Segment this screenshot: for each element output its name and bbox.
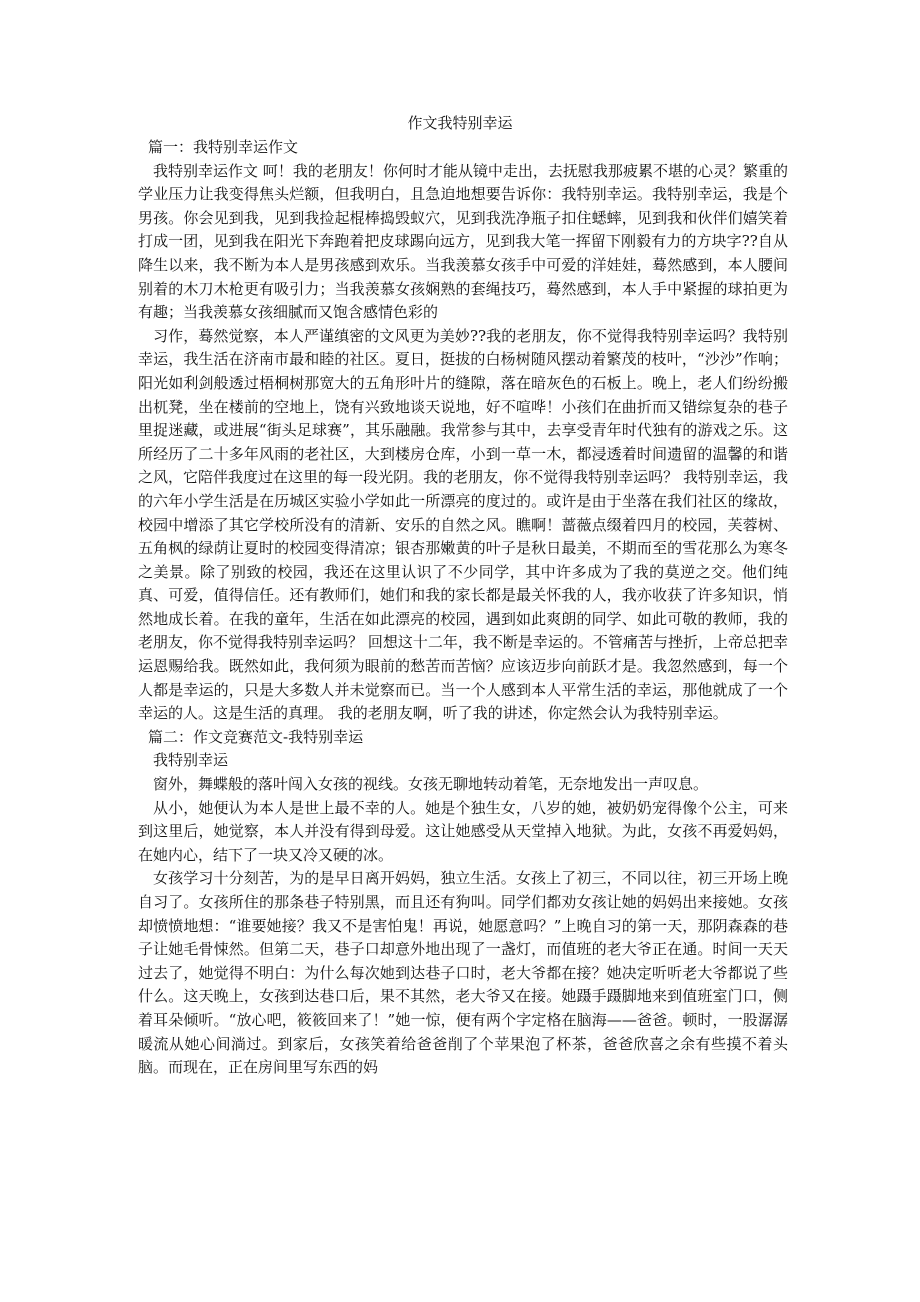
document-body — [138, 136, 788, 1080]
document-title: 作文我特别幸运 — [407, 114, 513, 132]
paragraph: 我特别幸运作文 呵！我的老朋友！你何时才能从镜中走出，去抚慰我那疲累不堪的心灵？繁重的学业压力让我变得焦头烂额，但我明白，且急迫地想要告诉你：我特别幸运。我特别幸运，我是个男孩。你会见到我，见到我捡起棍棒捣毁蚁穴，见到我洗净瓶子扣住蟋蟀，见到我和伙伴们嬉笑着打成一团，见到我在阳光下奔跑着把皮球踢向远方，见到我大笔一挥留下刚毅有力的方块字??自从降生以来，我不断为本人是男孩感到欢乐。当我羡慕女孩手中可爱的洋娃娃，蓦然感到，本人腰间别着的木刀木枪更有吸引力；当我羡慕女孩娴熟的套绳技巧，蓦然感到，本人手中紧握的球拍更为有趣；当我羡慕女孩细腻而又饱含感情色彩的 — [138, 161, 788, 322]
section-heading-1: 篇一：我特别幸运作文 — [148, 138, 299, 156]
paragraph: 女孩学习十分刻苦，为的是早日离开妈妈，独立生活。女孩上了初三，不同以往，初三开场上晚自习了。女孩所住的那条巷子特别黑，而且还有狗叫。同学们都劝女孩让她的妈妈出来接她。女孩却愤愤地想：“谁要她接？我又不是害怕鬼！再说，她愿意吗？”上晚自习的第一天，那阴森森的巷子让她毛骨悚然。但第二天，巷子口却意外地出现了一盏灯，而值班的老大爷正在通。时间一天天过去了，她觉得不明白：为什么每次她到达巷子口时，老大爷都在接？她决定听听老大爷都说了些什么。这天晚上，女孩到达巷口后，果不其然，老大爷又在接。她蹑手蹑脚地来到值班室门口，侧着耳朵倾听。“放心吧，筱筱回来了！”她一惊，便有两个字定格在脑海——爸爸。顿时，一股潺潺暖流从她心间淌过。到家后，女孩笑着给爸爸削了个苹果泡了杯茶，爸爸欣喜之余有些摸不着头脑。而现在，正在房间里写东西的妈 — [138, 869, 788, 1077]
section-heading-2: 篇二：作文竞赛范文-我特别幸运 — [148, 727, 364, 746]
paragraph: 习作，蓦然觉察，本人严谨缜密的文风更为美妙??我的老朋友，你不觉得我特别幸运吗？我特别幸运，我生活在济南市最和睦的社区。夏日，挺拔的白杨树随风摆动着繁茂的枝叶，“沙沙”作响；阳光如利剑般透过梧桐树那宽大的五角形叶片的缝隙，落在暗灰色的石板上。晚上，老人们纷纷搬出杌凳，坐在楼前的空地上，饶有兴致地谈天说地，好不喧哗！小孩们在曲折而又错综复杂的巷子里捉迷藏，或进展“街头足球赛”，其乐融融。我常参与其中，去享受青年时代独有的游戏之乐。这所经历了二十多年风雨的老社区，大到楼房仓库，小到一草一木，都浸透着时间遗留的温馨的和谐之风，它陪伴我度过在这里的每一段光阴。我的老朋友，你不觉得我特别幸运吗？ 我特别幸运，我的六年小学生活是在历城区实验小学如此一所漂亮的度过的。或许是由于坐落在我们社区的缘故，校园中增添了其它学校所没有的清新、安乐的自然之风。瞧啊！蔷薇点缀着四月的校园，芙蓉树、五角枫的绿荫让夏时的校园变得清凉；银杏那嫩黄的叶子是秋日最美，不期而至的雪花那么为寒冬之美景。除了别致的校园，我还在这里认识了不少同学，其中许多成为了我的莫逆之交。他们纯真、可爱，值得信任。还有教师们，她们和我的家长都是最关怀我的人，我亦收获了许多知识，悄然地成长着。在我的童年，生活在如此漂亮的校园，遇到如此爽朗的同学、如此可敬的教师，我的老朋友，你不觉得我特别幸运吗？ 回想这十二年，我不断是幸运的。不管痛苦与挫折，上帝总把幸运恩赐给我。既然如此，我何须为眼前的愁苦而苦恼？应该迈步向前跃才是。我忽然感到，每一个人都是幸运的，只是大多数人并未觉察而已。当一个人感到本人平常生活的幸运，那他就成了一个幸运的人。这是生活的真理。 我的老朋友啊，听了我的讲述，你定然会认为我特别幸运。 — [138, 326, 788, 723]
sub-title: 我特别幸运 — [153, 751, 229, 770]
paragraph: 从小，她便认为本人是世上最不幸的人。她是个独生女，八岁的她，被奶奶宠得像个公主，可来到这里后，她觉察，本人并没有得到母爱。这让她感受从天堂掉入地狱。为此，女孩不再爱妈妈，在她内心，结下了一块又冷又硬的冰。 — [138, 798, 788, 864]
paragraph: 窗外，舞蝶般的落叶闯入女孩的视线。女孩无聊地转动着笔，无奈地发出一声叹息。 — [153, 775, 709, 794]
